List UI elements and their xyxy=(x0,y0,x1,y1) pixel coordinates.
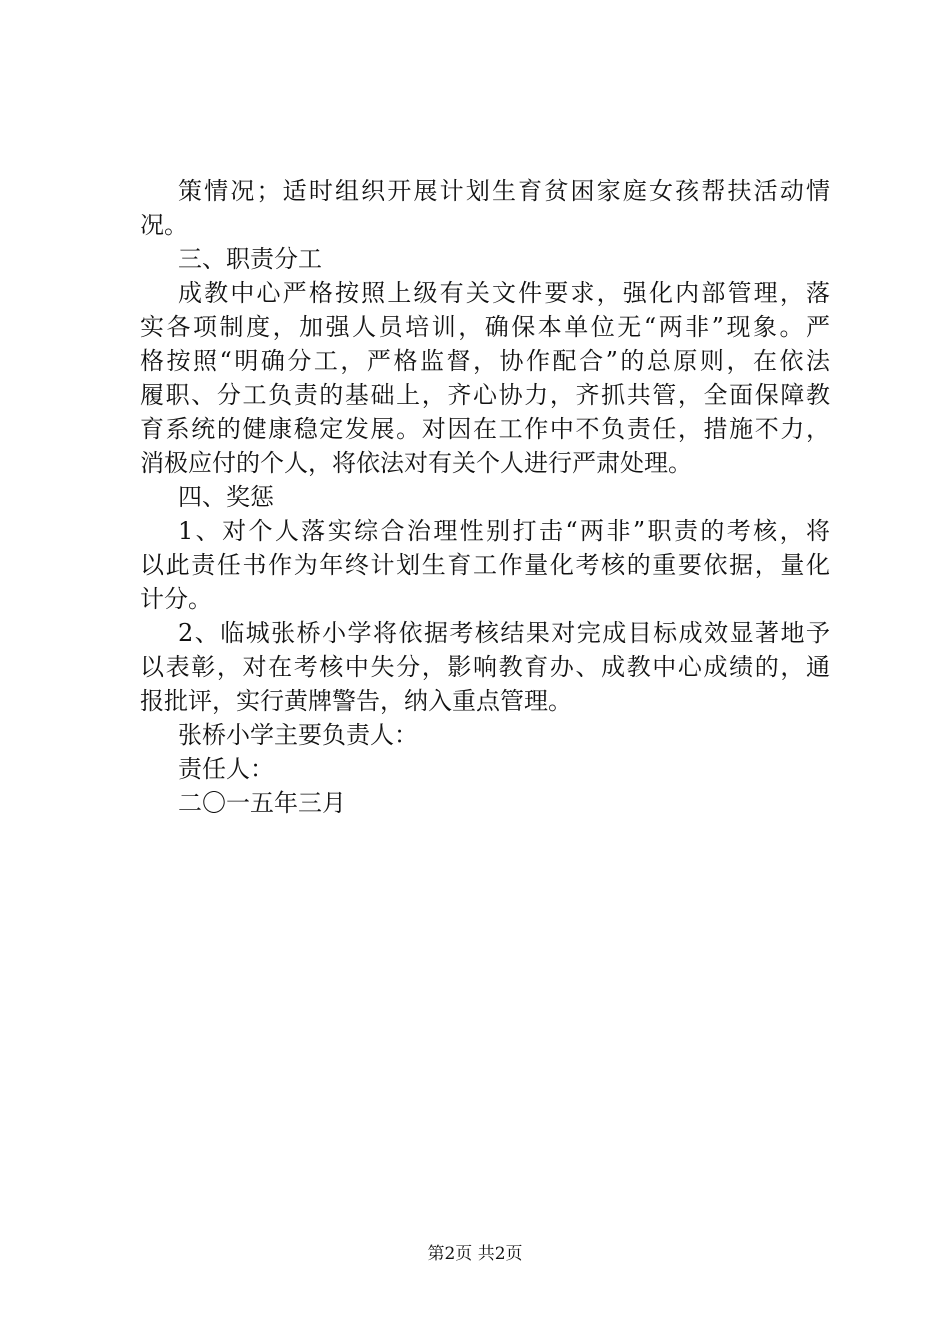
paragraph-line: 以此责任书作为年终计划生育工作量化考核的重要依据，量化 xyxy=(140,551,830,579)
signature-principal: 张桥小学主要负责人： xyxy=(178,721,418,749)
paragraph-line: 成教中心严格按照上级有关文件要求，强化内部管理，落 xyxy=(178,279,830,307)
paragraph-line: 育系统的健康稳定发展。对因在工作中不负责任，措施不力， xyxy=(140,415,830,443)
document-date: 二〇一五年三月 xyxy=(178,789,346,817)
paragraph-line: 以表彰，对在考核中失分，影响教育办、成教中心成绩的，通 xyxy=(140,653,830,681)
paragraph-line: 实各项制度，加强人员培训，确保本单位无“两非”现象。严 xyxy=(140,313,830,341)
paragraph-line: 履职、分工负责的基础上，齐心协力，齐抓共管，全面保障教 xyxy=(140,381,830,409)
paragraph-line: 况。 xyxy=(140,211,188,239)
paragraph-line: 计分。 xyxy=(140,585,212,613)
signature-responsible-person: 责任人： xyxy=(178,755,274,783)
section-heading-rewards: 四、奖惩 xyxy=(178,483,274,511)
paragraph-line: 报批评，实行黄牌警告，纳入重点管理。 xyxy=(140,687,572,715)
paragraph-line: 格按照“明确分工，严格监督，协作配合”的总原则，在依法 xyxy=(140,347,830,375)
paragraph-line: 1、对个人落实综合治理性别打击“两非”职责的考核，将 xyxy=(178,517,830,545)
paragraph-line: 策情况；适时组织开展计划生育贫困家庭女孩帮扶活动情 xyxy=(178,177,830,205)
paragraph-line: 2、临城张桥小学将依据考核结果对完成目标成效显著地予 xyxy=(178,619,830,647)
section-heading-duties: 三、职责分工 xyxy=(178,245,322,273)
page-number-footer: 第2页 共2页 xyxy=(427,1244,523,1264)
document-body xyxy=(140,174,830,820)
paragraph-line: 消极应付的个人，将依法对有关个人进行严肃处理。 xyxy=(140,449,692,477)
